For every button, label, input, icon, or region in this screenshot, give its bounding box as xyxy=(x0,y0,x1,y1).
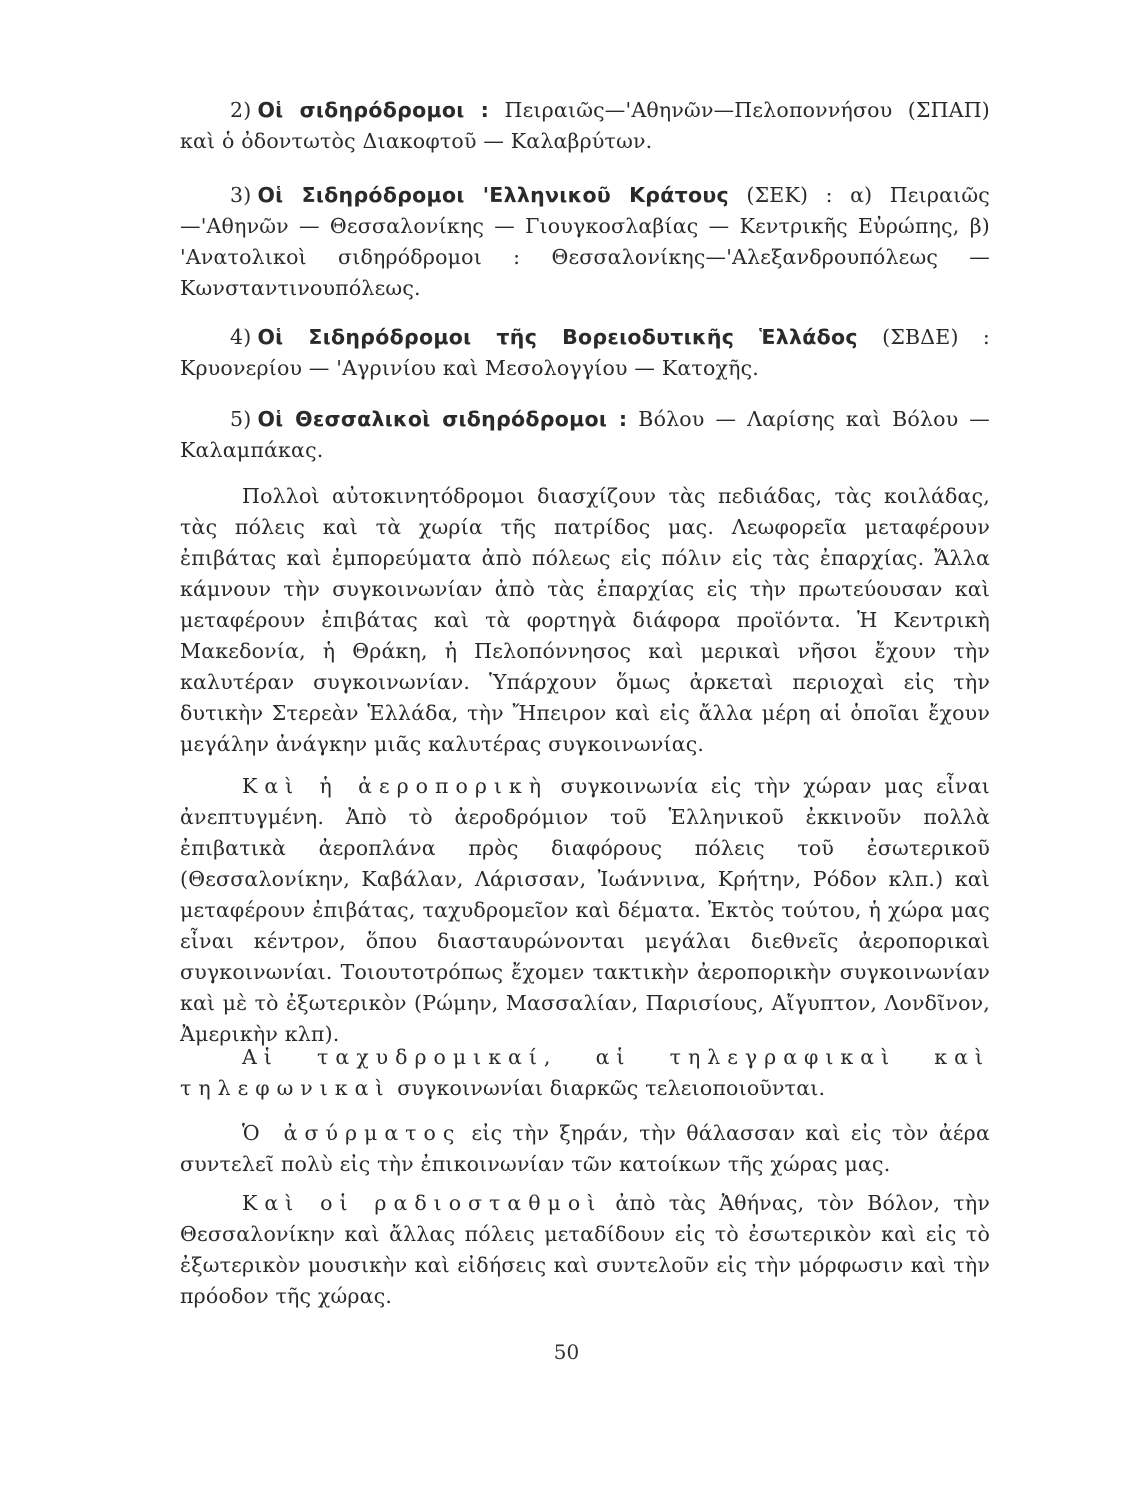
item-number: 5) xyxy=(230,407,252,431)
railways-list xyxy=(180,95,990,157)
railway-item-4-block xyxy=(180,322,990,384)
item-text: Βόλου — Λαρίσης καὶ Βόλου — Καλαμπάκας. xyxy=(180,407,990,462)
road-transport-paragraph xyxy=(180,481,990,760)
railway-item-4 xyxy=(180,322,990,384)
radio-paragraph xyxy=(180,1188,990,1312)
postal-paragraph xyxy=(180,1042,990,1104)
railway-item-2 xyxy=(180,95,990,157)
paragraph-text: Πολλοὶ αὐτοκινητόδρομοι διασχίζουν τὰς πεδιάδας, τὰς κοιλάδας, τὰς πόλεις καὶ τὰ χωρία τῆς πατρίδος μας. Λεωφορεῖα μεταφέρουν ἐπιβάτας καὶ ἐμπορεύματα ἀπὸ πόλεως εἰς πόλιν εἰς τὰς ἐπαρχίας. Ἄλλα κάμνουν τὴν συγκοινωνίαν ἀπὸ τὰς ἐπαρχίας εἰς τὴν πρωτεύουσαν καὶ μεταφέρουν ἐπιβάτας καὶ τὰ φορτηγὰ διάφορα προϊόντα. Ἡ Κεντρικὴ Μακεδονία, ἡ Θράκη, ἡ Πελοπόννησος καὶ μερικαὶ νῆσοι ἔχουν τὴν καλυτέραν συγκοινωνίαν. Ὑπάρχουν ὅμως ἀρκεταὶ περιοχαὶ εἰς τὴν δυτικὴν Στερεὰν Ἑλλάδα, τὴν Ἤπειρον καὶ εἰς ἄλλα μέρη αἱ ὁποῖαι ἔχουν μεγάλην ἀνάγκην μιᾶς καλυτέρας συγκοινωνίας. xyxy=(180,484,990,756)
railway-item-5 xyxy=(180,404,990,466)
item-text: (ΣΒΔΕ) : Κρυονερίου — 'Αγρινίου καὶ Μεσολογγίου — Κατοχῆς. xyxy=(180,325,990,380)
postal-paragraph-block xyxy=(180,1042,990,1104)
paragraph-text: συγκοινωνίαι διαρκῶς τελειοποιοῦνται. xyxy=(390,1076,826,1100)
spaced-emphasis: Αἱ ταχυδρομικαί, αἱ τηλεγραφικαὶ καὶ τηλεφωνικαὶ xyxy=(180,1045,990,1100)
item-heading: Οἱ Σιδηρόδρομοι τῆς Βορειοδυτικῆς Ἑλλάδος xyxy=(257,325,858,349)
spaced-emphasis: Καὶ οἱ ραδιοσταθμοὶ xyxy=(242,1191,603,1215)
item-heading: Οἱ σιδηρόδρομοι : xyxy=(257,98,490,122)
wireless-paragraph-block xyxy=(180,1118,990,1180)
page-number: 50 xyxy=(553,1340,580,1364)
railway-item-3-block xyxy=(180,180,990,304)
item-number: 4) xyxy=(230,325,252,349)
road-transport-paragraph-block xyxy=(180,481,990,760)
paragraph-text: εἰς τὴν ξηράν, τὴν θάλασσαν καὶ εἰς τὸν ἀέρα συντελεῖ πολὺ εἰς τὴν ἐπικοινωνίαν τῶν κατοίκων τῆς χώρας μας. xyxy=(180,1121,990,1176)
air-transport-paragraph xyxy=(180,771,990,1050)
air-transport-paragraph-block xyxy=(180,771,990,1050)
railway-item-3 xyxy=(180,180,990,304)
item-number: 2) xyxy=(230,98,252,122)
item-text: Πειραιῶς—'Αθηνῶν—Πελοποννήσου (ΣΠΑΠ) καὶ ὁ ὀδοντωτὸς Διακοφτοῦ — Καλαβρύτων. xyxy=(180,98,990,153)
railway-item-5-block xyxy=(180,404,990,466)
paragraph-text: ἀπὸ τὰς Ἀθήνας, τὸν Βόλον, τὴν Θεσσαλονίκην καὶ ἄλλας πόλεις μεταδίδουν εἰς τὸ ἐσωτερικὸν καὶ εἰς τὸ ἐξωτερικὸν μουσικὴν καὶ εἰδήσεις καὶ συντελοῦν εἰς τὴν μόρφωσιν καὶ τὴν πρόοδον τῆς χώρας. xyxy=(180,1191,990,1308)
item-heading: Οἱ Θεσσαλικοὶ σιδηρόδρομοι : xyxy=(257,407,628,431)
spaced-emphasis: Ὁ ἀσύρματος xyxy=(242,1121,462,1145)
item-heading: Οἱ Σιδηρόδρομοι 'Ελληνικοῦ Κράτους xyxy=(257,183,730,207)
paragraph-text: συγκοινωνία εἰς τὴν χώραν μας εἶναι ἀνεπτυγμένη. Ἀπὸ τὸ ἀεροδρόμιον τοῦ Ἑλληνικοῦ ἐκκινοῦν πολλὰ ἐπιβατικὰ ἀεροπλάνα πρὸς διαφόρους πόλεις τοῦ ἐσωτερικοῦ (Θεσσαλονίκην, Καβάλαν, Λάρισσαν, Ἰωάννινα, Κρήτην, Ρόδον κλπ.) καὶ μεταφέρουν ἐπιβάτας, ταχυδρομεῖον καὶ δέματα. Ἐκτὸς τούτου, ἡ χώρα μας εἶναι κέντρον, ὅπου διασταυρώνονται μεγάλαι διεθνεῖς ἀεροπορικαὶ συγκοινωνίαι. Τοιουτοτρόπως ἔχομεν τακτικὴν ἀεροπορικὴν συγκοινωνίαν καὶ μὲ τὸ ἐξωτερικὸν (Ρώμην, Μασσαλίαν, Παρισίους, Αἴγυπτον, Λονδῖνον, Ἀμερικὴν κλπ). xyxy=(180,774,991,1046)
radio-paragraph-block xyxy=(180,1188,990,1312)
wireless-paragraph xyxy=(180,1118,990,1180)
spaced-emphasis: Καὶ ἡ ἀεροπορικὴ xyxy=(242,774,549,798)
item-text: (ΣΕΚ) : α) Πειραιῶς—'Αθηνῶν — Θεσσαλονίκης — Γιουγκοσλαβίας — Κεντρικῆς Εὐρώπης, β) 'Ανατολικοὶ σιδηρόδρομοι : Θεσσαλονίκης—'Αλεξανδρουπόλεως — Κωνσταντινουπόλεως. xyxy=(180,183,990,300)
item-number: 3) xyxy=(230,183,252,207)
